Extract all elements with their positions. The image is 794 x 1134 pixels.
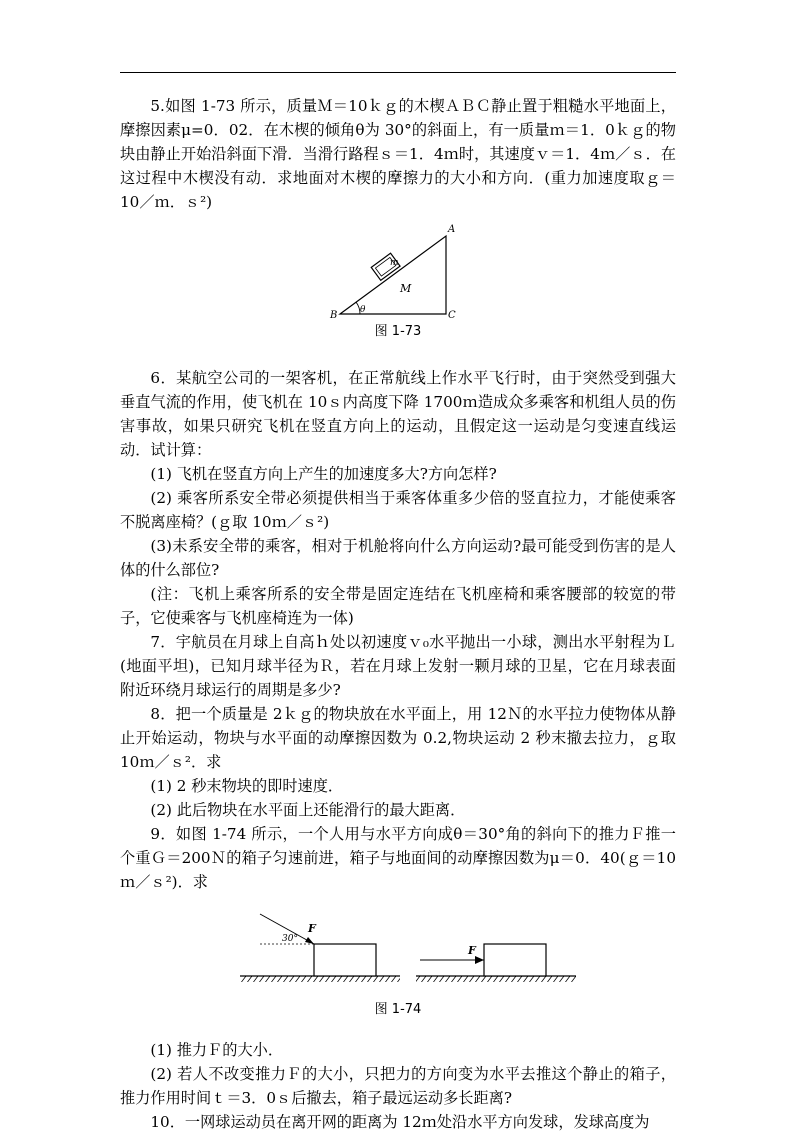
label-F-left: F — [308, 922, 316, 935]
left-scene — [240, 914, 400, 982]
force-arrow-left — [305, 937, 314, 944]
problem-8-intro: 8．把一个质量是 2ｋｇ的物块放在水平面上，用 12Ｎ的水平拉力使物体从静止开始运动，物块与水平面的动摩擦因数为 0.2,物块运动 2 秒末撤去拉力，ｇ取 10ｍ／ｓ²．求 — [120, 705, 676, 771]
problem-7: 7．宇航员在月球上自高ｈ处以初速度ｖ₀水平抛出一小球，测出水平射程为Ｌ(地面平坦)，已知月球半径为Ｒ，若在月球上发射一颗月球的卫星，它在月球表面附近环绕月球运行的周期是多少? — [120, 633, 676, 699]
problem-6-note: (注：飞机上乘客所系的安全带是固定连结在飞机座椅和乘客腰部的较宽的带子，它使乘客与飞机座椅连为一体) — [120, 585, 676, 627]
header-rule — [120, 72, 676, 73]
label-A: A — [448, 224, 456, 235]
force-arrow-right — [475, 956, 484, 964]
problem-8-q2: (2) 此后物块在水平面上还能滑行的最大距离． — [150, 801, 466, 819]
wedge-diagram — [120, 214, 676, 322]
problem-9-q1: (1) 推力Ｆ的大小． — [150, 1041, 284, 1059]
label-angle: 30° — [282, 934, 298, 944]
box-push-diagram — [120, 904, 676, 1000]
figure-1-73-caption: 图 1-73 — [374, 324, 422, 339]
label-m: m — [390, 258, 399, 268]
figure-1-74-caption: 图 1-74 — [374, 1002, 422, 1017]
problem-8-q1: (1) 2 秒末物块的即时速度． — [150, 777, 344, 795]
problem-10: 10．一网球运动员在离开网的距离为 12ｍ处沿水平方向发球，发球高度为 — [150, 1113, 650, 1131]
label-F-right: F — [468, 944, 476, 957]
page-content — [120, 94, 676, 1134]
label-B: B — [330, 310, 338, 321]
problem-9-q2: (2) 若人不改变推力Ｆ的大小，只把力的方向变为水平去推这个静止的箱子，推力作用时间ｔ＝3．0ｓ后撤去，箱子最远运动多长距离? — [120, 1065, 676, 1107]
figure-1-74 — [120, 904, 676, 1024]
label-C: C — [448, 310, 456, 321]
box-left — [314, 944, 376, 976]
right-scene — [416, 944, 576, 982]
problem-9-intro: 9．如图 1-74 所示，一个人用与水平方向成θ＝30°角的斜向下的推力Ｆ推一个重Ｇ＝200Ｎ的箱子匀速前进，箱子与地面间的动摩擦因数为μ＝0．40(ｇ＝10ｍ／ｓ²)．求 — [120, 825, 676, 891]
problem-6-intro: 6．某航空公司的一架客机，在正常航线上作水平飞行时，由于突然受到强大垂直气流的作用，使飞机在 10ｓ内高度下降 1700ｍ造成众多乘客和机组人员的伤害事故，如果只研究飞机在竖直方向上的运动，且假定这一运动是匀变速直线运动．试计算： — [120, 369, 676, 459]
problem-6-q3: (3)未系安全带的乘客，相对于机舱将向什么方向运动?最可能受到伤害的是人体的什么部位? — [120, 537, 676, 579]
problem-6-q2: (2) 乘客所系安全带必须提供相当于乘客体重多少倍的竖直拉力，才能使乘客不脱离座椅？(ｇ取 10ｍ／ｓ²) — [120, 489, 676, 531]
problem-5: 5.如图 1-73 所示，质量Ｍ＝10ｋｇ的木楔ＡＢＣ静止置于粗糙水平地面上，摩擦因素μ=0．02．在木楔的倾角θ为 30°的斜面上，有一质量ｍ＝1．0ｋｇ的物块由静止开始沿斜面下滑．当滑行路程ｓ＝1．4ｍ时，其速度ｖ＝1．4ｍ／ｓ．在这过程中木楔没有动．求地面对木楔的摩擦力的大小和方向．(重力加速度取ｇ＝10／ｍ．ｓ²) — [120, 97, 676, 211]
figure-1-73 — [120, 214, 676, 342]
box-right — [484, 944, 546, 976]
problem-6-q1: (1) 飞机在竖直方向上产生的加速度多大?方向怎样? — [150, 465, 497, 483]
label-M: M — [400, 282, 412, 295]
label-theta: θ — [360, 305, 366, 315]
